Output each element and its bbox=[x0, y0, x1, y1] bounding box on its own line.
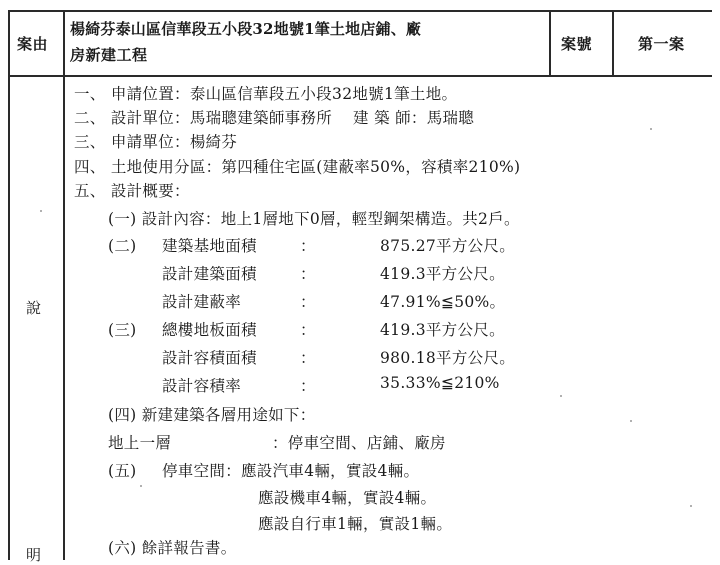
total-floor-area-label: 總樓地板面積 bbox=[162, 321, 257, 339]
building-area-colon: ： bbox=[300, 265, 316, 283]
building-area-label: 設計建築面積 bbox=[162, 265, 257, 283]
far-area-colon: ： bbox=[300, 349, 316, 367]
total-floor-area-colon: ： bbox=[300, 321, 316, 339]
case-title-line2: 房新建工程 bbox=[70, 46, 148, 64]
scan-speck bbox=[650, 128, 652, 130]
scan-speck bbox=[140, 485, 142, 487]
section-five-mark: (五) bbox=[108, 462, 137, 480]
item-designer: 二、 設計單位：馬瑞聰建築師事務所 建 築 師：馬瑞聰 bbox=[74, 109, 475, 127]
table-top-border bbox=[8, 10, 712, 12]
far-ratio-value: 35.33%≦210% bbox=[380, 374, 500, 392]
scan-speck bbox=[40, 210, 42, 212]
far-ratio-label: 設計容積率 bbox=[162, 377, 242, 395]
item-location: 一、 申請位置：泰山區信華段五小段32地號1筆土地。 bbox=[74, 85, 458, 103]
item-design-summary: 五、 設計概要： bbox=[74, 182, 190, 200]
floor-use: ：停車空間、店鋪、廠房 bbox=[272, 434, 446, 452]
scan-speck bbox=[630, 420, 632, 422]
header-bottom-border bbox=[8, 75, 712, 77]
scan-speck bbox=[560, 395, 562, 397]
case-number-label: 案號 bbox=[561, 35, 593, 53]
label-column-divider bbox=[63, 10, 65, 560]
header-divider-caseno bbox=[612, 10, 614, 76]
building-area-value: 419.3平方公尺。 bbox=[380, 265, 505, 283]
parking-bicycle: 應設自行車1輛，實設1輛。 bbox=[258, 515, 453, 533]
side-label-shuo: 說 bbox=[26, 299, 42, 317]
parking-motorcycle: 應設機車4輛，實設4輛。 bbox=[258, 489, 437, 507]
design-content: (一) 設計內容：地上1層地下0層，輕型鋼架構造。共2戶。 bbox=[108, 210, 520, 228]
total-floor-area-value: 419.3平方公尺。 bbox=[380, 321, 505, 339]
far-area-value: 980.18平方公尺。 bbox=[380, 349, 516, 367]
floor-uses-heading: (四) 新建建築各層用途如下： bbox=[108, 406, 316, 424]
case-label: 案由 bbox=[17, 35, 49, 53]
section-three-mark: (三) bbox=[108, 321, 137, 339]
header-divider-title bbox=[549, 10, 551, 76]
site-area-value: 875.27平方公尺。 bbox=[380, 237, 516, 255]
parking-car: 停車空間：應設汽車4輛，實設4輛。 bbox=[162, 462, 420, 480]
side-label-ming: 明 bbox=[26, 546, 42, 564]
table-left-border bbox=[8, 10, 10, 560]
site-area-colon: ： bbox=[300, 237, 316, 255]
far-ratio-colon: ： bbox=[300, 377, 316, 395]
scan-speck bbox=[690, 505, 692, 507]
site-area-label: 建築基地面積 bbox=[162, 237, 257, 255]
section-two-mark: (二) bbox=[108, 237, 137, 255]
coverage-ratio-colon: ： bbox=[300, 293, 316, 311]
case-title-line1: 楊綺芬泰山區信華段五小段32地號1筆土地店鋪、廠 bbox=[70, 20, 422, 38]
coverage-ratio-label: 設計建蔽率 bbox=[162, 293, 242, 311]
far-area-label: 設計容積面積 bbox=[162, 349, 257, 367]
coverage-ratio-value: 47.91%≦50%。 bbox=[380, 293, 506, 311]
item-zoning: 四、 土地使用分區：第四種住宅區(建蔽率50%，容積率210%) bbox=[74, 158, 521, 176]
see-report: (六) 餘詳報告書。 bbox=[108, 539, 237, 557]
floor-label: 地上一層 bbox=[108, 434, 172, 452]
case-number-value: 第一案 bbox=[638, 35, 685, 53]
item-applicant: 三、 申請單位：楊綺芬 bbox=[74, 133, 238, 151]
